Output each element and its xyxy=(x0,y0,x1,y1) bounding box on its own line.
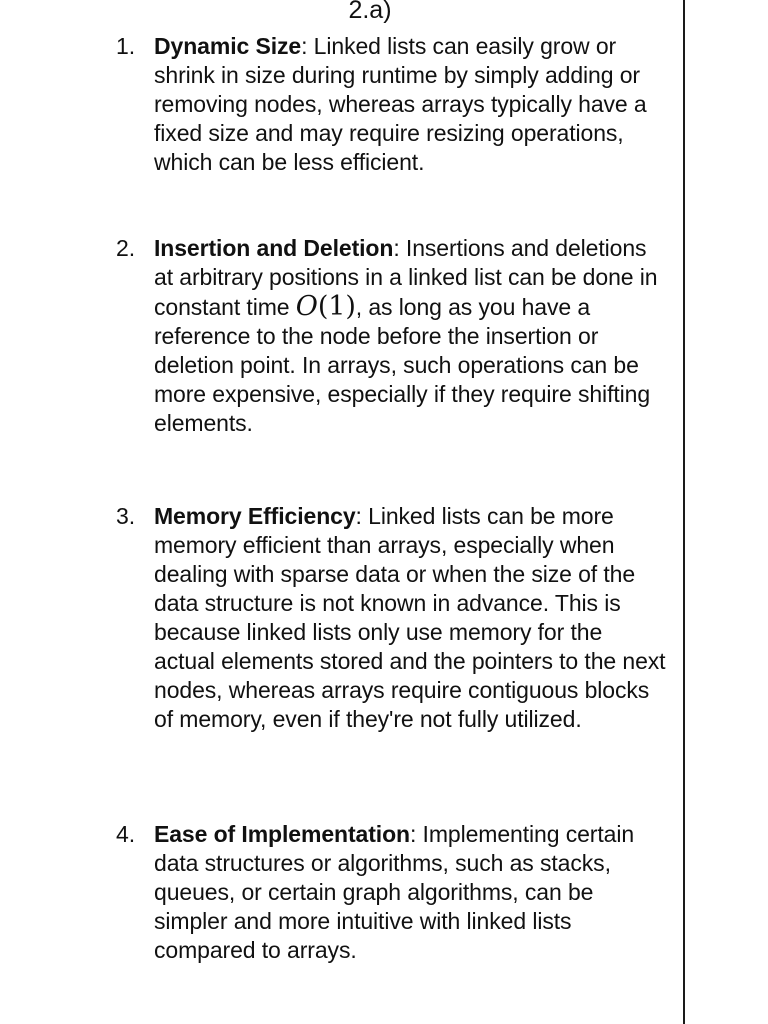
item-body xyxy=(154,32,669,177)
item-number: 2. xyxy=(116,235,136,261)
item-body xyxy=(154,820,669,965)
page-border-line xyxy=(683,0,685,1024)
item-term: Ease of Implementation xyxy=(154,821,410,847)
item-number: 3. xyxy=(116,503,136,529)
item-body xyxy=(154,502,669,734)
big-o-notation xyxy=(296,291,356,322)
item-text-after: , as long as you have a reference to the node before the insertion or deletion point. In arrays, such operations can be more expensive, especially if they require shifting elements. xyxy=(154,294,651,436)
item-term: Memory Efficiency xyxy=(154,503,356,529)
item-number: 1. xyxy=(116,33,136,59)
math-arg: (1) xyxy=(317,291,356,322)
item-term: Dynamic Size xyxy=(154,33,302,59)
item-text: : Insertions and deletions at arbitrary positions in a linked list can be done in constant time xyxy=(154,235,658,320)
item-number: 4. xyxy=(116,821,136,847)
section-heading: 2.a) xyxy=(348,0,392,24)
item-text: : Linked lists can easily grow or shrink in size during runtime by simply adding or removing nodes, whereas arrays typically have a fixed size and may require resizing operations, which can be less efficient. xyxy=(154,33,647,175)
math-o: O xyxy=(295,291,318,322)
item-body xyxy=(154,234,669,438)
item-text: : Linked lists can be more memory efficient than arrays, especially when dealing with sparse data or when the size of the data structure is not known in advance. This is because linked lists only use memory for the actual elements stored and the pointers to the next nodes, whereas arrays require contiguous blocks of memory, even if they're not fully utilized. xyxy=(154,503,666,732)
item-text: : Implementing certain data structures or algorithms, such as stacks, queues, or certain graph algorithms, can be simpler and more intuitive with linked lists compared to arrays. xyxy=(154,821,635,963)
item-term: Insertion and Deletion xyxy=(154,235,394,261)
